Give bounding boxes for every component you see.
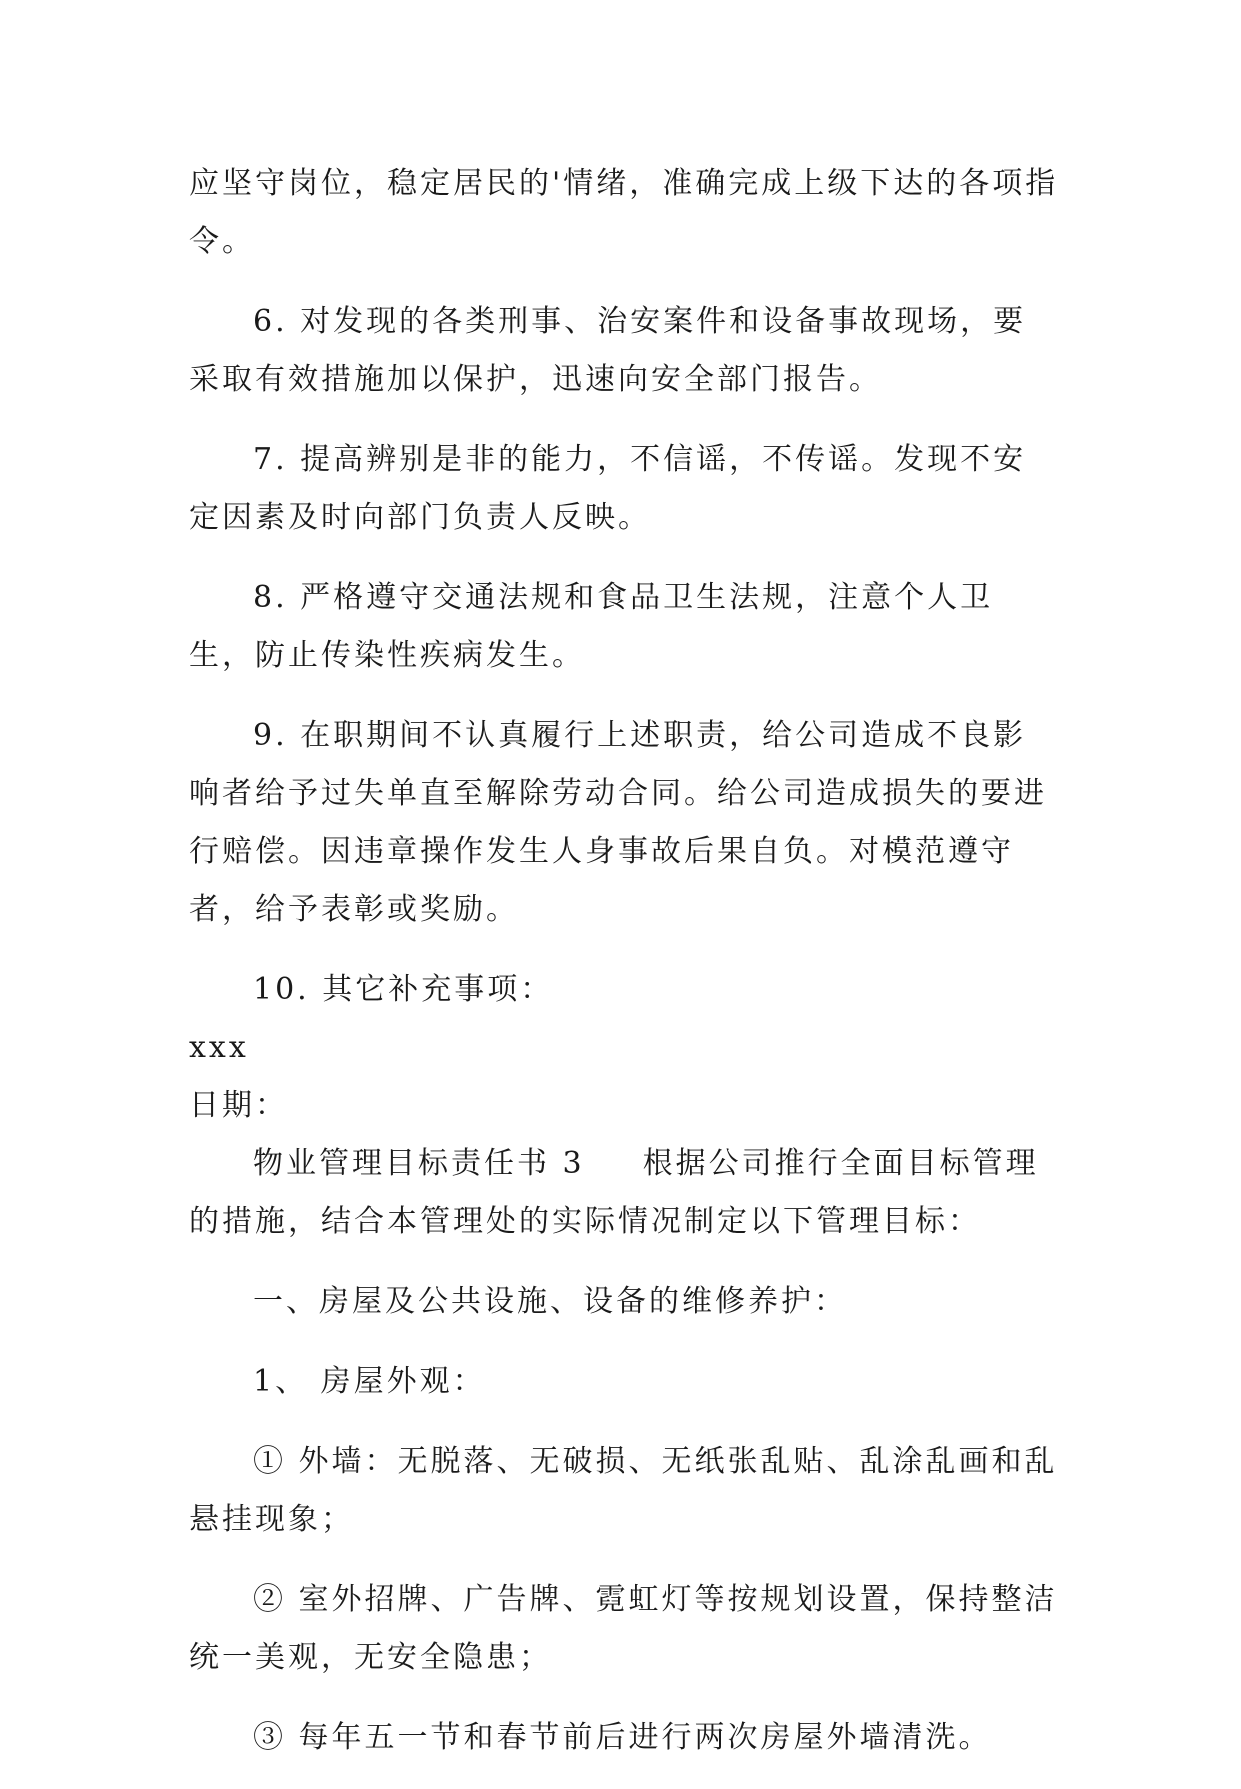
paragraph-item-8: 8. 严格遵守交通法规和食品卫生法规，注意个人卫生，防止传染性疾病发生。 [189, 580, 994, 673]
date-label: 日期： [189, 1088, 288, 1123]
sub-item-3: ③ 每年五一节和春节前后进行两次房屋外墙清洗。 [253, 1720, 992, 1755]
sub-item-2: ② 室外招牌、广告牌、霓虹灯等按规划设置，保持整洁统一美观，无安全隐患； [189, 1582, 1058, 1675]
item-heading-1: 1、 房屋外观： [253, 1364, 486, 1399]
signer-name: xxx [189, 1030, 249, 1065]
intro-text: 根据公司推行全面目标管理的措施，结合本管理处的实际情况制定以下管理目标： [189, 1146, 1039, 1239]
paragraph-item-10: 10. 其它补充事项： [253, 972, 554, 1007]
paragraph-item-9: 9. 在职期间不认真履行上述职责，给公司造成不良影响者给予过失单直至解除劳动合同。给公司造成损失的要进行赔偿。因违章操作发生人身事故后果自负。对模范遵守者，给予表彰或奖励。 [189, 718, 1047, 927]
sub-item-1: ① 外墙：无脱落、无破损、无纸张乱贴、乱涂乱画和乱悬挂现象； [189, 1444, 1058, 1537]
document-body [189, 155, 1059, 1789]
paragraph-title-intro [189, 1135, 1059, 1251]
section-heading-1: 一、房屋及公共设施、设备的维修养护： [253, 1284, 847, 1319]
paragraph-item-6: 6. 对发现的各类刑事、治安案件和设备事故现场，要采取有效措施加以保护，迅速向安全部门报告。 [189, 304, 1027, 397]
paragraph-item-7: 7. 提高辨别是非的能力，不信谣，不传谣。发现不安定因素及时向部门负责人反映。 [189, 442, 1027, 535]
paragraph-duty-continuation: 应坚守岗位，稳定居民的'情绪，准确完成上级下达的各项指令。 [189, 166, 1059, 259]
document-title: 物业管理目标责任书 3 [253, 1146, 585, 1181]
